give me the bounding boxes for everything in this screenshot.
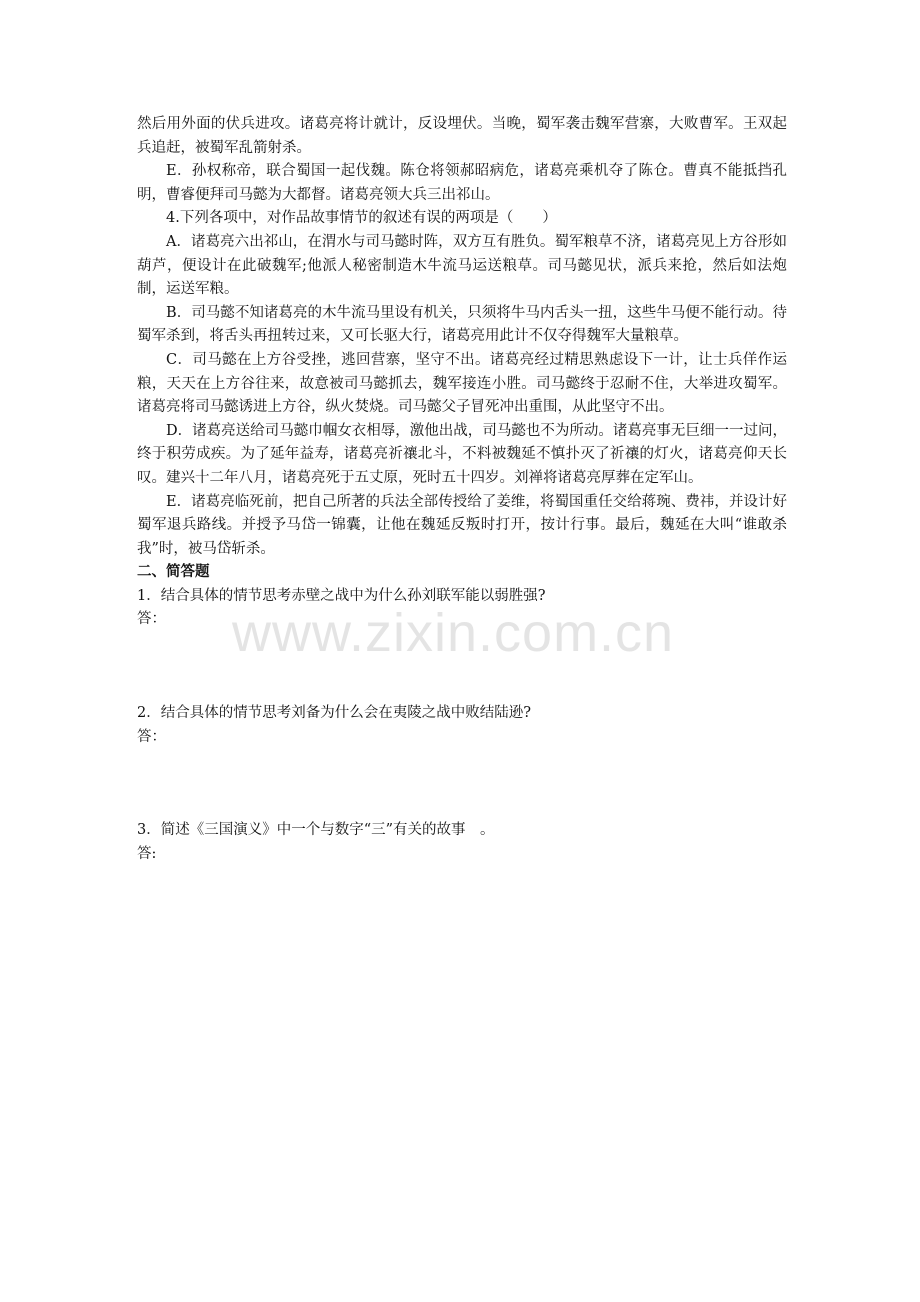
question-4-option-b: B．司马懿不知诸葛亮的木牛流马里设有机关，只须将牛马内舌头一扭，这些牛马便不能行动。待蜀军杀到，将舌头再扭转过来，又可长驱大行，诸葛亮用此计不仅夺得魏军大量粮草。 xyxy=(137,304,787,345)
answer-label: 答： xyxy=(137,611,166,628)
document-body xyxy=(137,113,787,866)
question-text: 3．简述《三国演义》中一个与数字“三”有关的故事 。 xyxy=(137,822,495,839)
short-answer-question-1 xyxy=(137,585,787,702)
answer-label: 答: xyxy=(137,845,157,862)
question-4-stem: 4.下列各项中，对作品故事情节的叙述有误的两项是（ ） xyxy=(166,210,557,227)
answer-space[interactable] xyxy=(137,749,787,819)
option-e-previous: E．孙权称帝，联合蜀国一起伐魏。陈仓将领郝昭病危，诸葛亮乘机夺了陈仓。曹真不能抵挡孔明，曹睿便拜司马懿为大都督。诸葛亮领大兵三出祁山。 xyxy=(137,163,787,203)
short-answer-question-3 xyxy=(137,819,787,866)
question-4-option-c: C．司马懿在上方谷受挫，逃回营寨，坚守不出。诸葛亮经过精思熟虑设下一计，让士兵佯作运粮，天天在上方谷往来，故意被司马懿抓去，魏军接连小胜。司马懿终于忍耐不住，大举进攻蜀军。诸葛亮将司马懿诱进上方谷，纵火焚烧。司马懿父子冒死冲出重围，从此坚守不出。 xyxy=(137,351,787,416)
question-4-option-d: D．诸葛亮送给司马懿巾帼女衣相辱，激他出战，司马懿也不为所动。诸葛亮事无巨细一一过问，终于积劳成疾。为了延年益寿，诸葛亮祈禳北斗，不料被魏延不慎扑灭了祈禳的灯火，诸葛亮仰天长叹。建兴十二年八月，诸葛亮死于五丈原，死时五十四岁。刘禅将诸葛亮厚葬在定军山。 xyxy=(137,422,787,486)
answer-label: 答： xyxy=(137,728,166,745)
question-4-option-e: E．诸葛亮临死前，把自己所著的兵法全部传授给了姜维，将蜀国重任交给蒋琬、费祎，并设计好蜀军退兵路线。并授予马岱一锦囊，让他在魏延反叛时打开，按计行事。最后，魏延在大叫“谁敢杀我”时，被马岱斩杀。 xyxy=(137,493,787,557)
question-text: 1．结合具体的情节思考赤壁之战中为什么孙刘联军能以弱胜强? xyxy=(137,587,546,604)
question-text: 2．结合具体的情节思考刘备为什么会在夷陵之战中败结陆逊? xyxy=(137,705,531,722)
watermark: www.zixin.com.cn xyxy=(232,603,675,663)
section-2-title: 二、简答题 xyxy=(137,564,210,581)
question-4-option-a: A．诸葛亮六出祁山，在渭水与司马懿时阵，双方互有胜负。蜀军粮草不济，诸葛亮见上方谷形如葫芦，便设计在此破魏军;他派人秘密制造木牛流马运送粮草。司马懿见状，派兵来抢，然后如法炮制，运送军粮。 xyxy=(137,233,787,298)
paragraph-continuation: 然后用外面的伏兵进攻。诸葛亮将计就计，反设埋伏。当晚，蜀军袭击魏军营寨，大败曹军。王双起兵追赶，被蜀军乱箭射杀。 xyxy=(137,116,787,156)
short-answer-question-2 xyxy=(137,702,787,819)
answer-space[interactable] xyxy=(137,632,787,702)
